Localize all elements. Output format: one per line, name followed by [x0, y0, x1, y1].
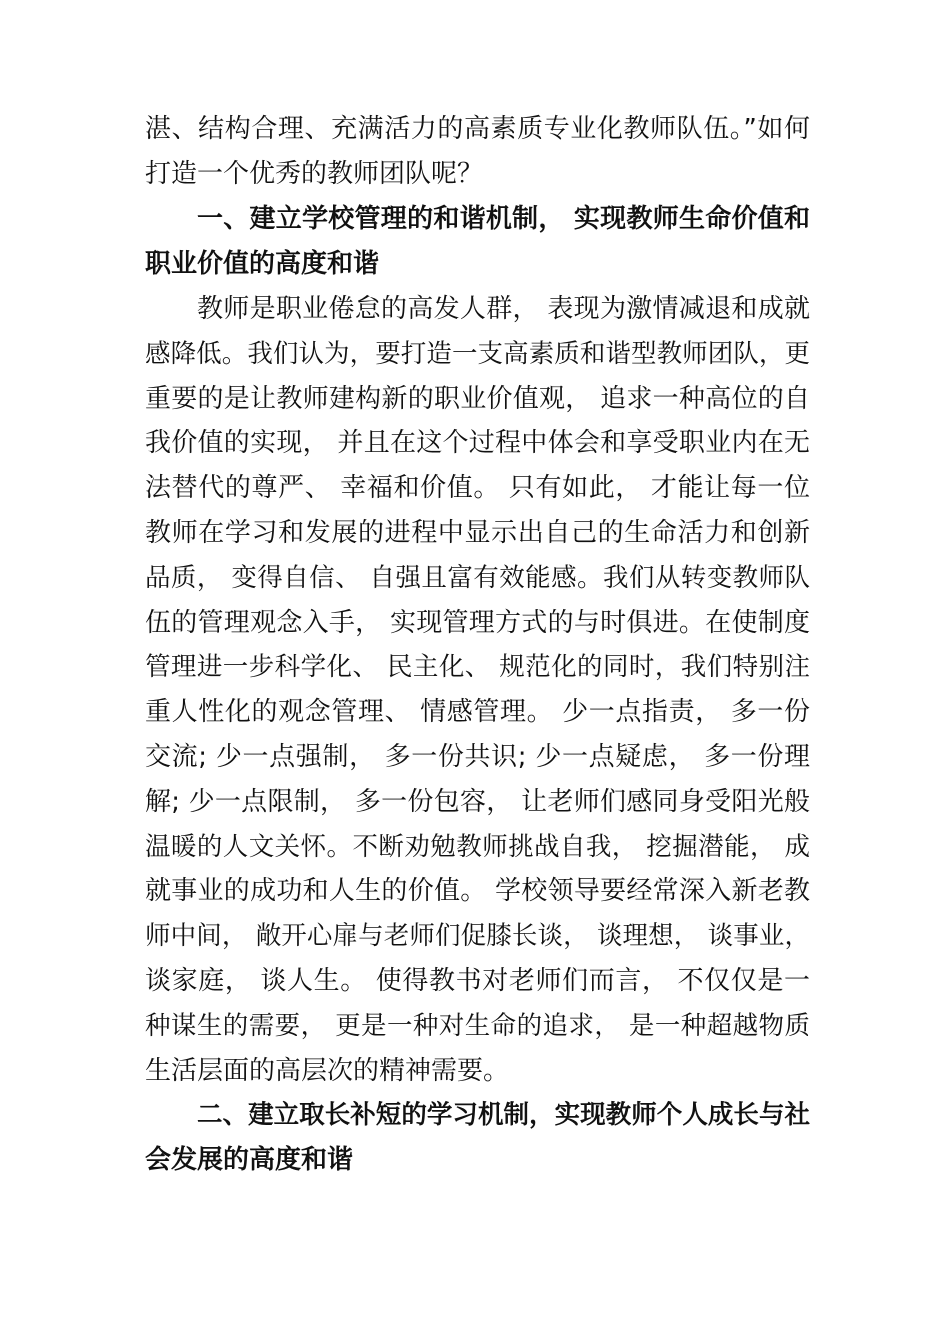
text-line: 管理进一步科学化、 民主化、 规范化的同时，我们特别注: [145, 652, 810, 683]
heading-line: 职业价值的高度和谐: [145, 248, 380, 279]
heading-line: 二、建立取长补短的学习机制，实现教师个人成长与社: [197, 1100, 810, 1130]
text-line: 种谋生的需要， 更是一种对生命的追求， 是一种超越物质: [145, 1010, 810, 1041]
text-line: 感降低。我们认为，要打造一支高素质和谐型教师团队，更: [145, 338, 810, 369]
text-line: 师中间， 敞开心扉与老师们促膝长谈， 谈理想， 谈事业，: [145, 921, 810, 952]
text-line: 伍的管理观念入手， 实现管理方式的与时俱进。在使制度: [145, 607, 810, 638]
text-line: 教师在学习和发展的进程中显示出自己的生命活力和创新: [145, 517, 810, 548]
text-line: 生活层面的高层次的精神需要。: [145, 1055, 510, 1086]
intro-paragraph: [145, 107, 810, 197]
text-line: 重要的是让教师建构新的职业价值观， 追求一种高位的自: [145, 383, 810, 414]
section-heading-2: [145, 1093, 810, 1183]
body-paragraph: [145, 287, 810, 1093]
heading-line: 一、建立学校管理的和谐机制， 实现教师生命价值和: [197, 204, 810, 234]
text-line: 就事业的成功和人生的价值。 学校领导要经常深入新老教: [145, 876, 810, 907]
text-line: 法替代的尊严、 幸福和价值。 只有如此， 才能让每一位: [145, 473, 810, 504]
text-line: 解; 少一点限制， 多一份包容， 让老师们感同身受阳光般: [145, 786, 810, 817]
section-heading-1: [145, 197, 810, 287]
text-line: 品质， 变得自信、 自强且富有效能感。我们从转变教师队: [145, 562, 810, 593]
text-line: 交流; 少一点强制， 多一份共识; 少一点疑虑， 多一份理: [145, 741, 810, 772]
text-line: 谈家庭， 谈人生。 使得教书对老师们而言， 不仅仅是一: [145, 965, 810, 996]
text-line: 温暖的人文关怀。不断劝勉教师挑战自我， 挖掘潜能， 成: [145, 831, 810, 862]
heading-line: 会发展的高度和谐: [145, 1144, 354, 1175]
text-line: 打造一个优秀的教师团队呢？: [145, 158, 484, 189]
text-line: 湛、结构合理、充满活力的高素质专业化教师队伍。”如何: [145, 114, 810, 144]
text-line: 我价值的实现， 并且在这个过程中体会和享受职业内在无: [145, 428, 810, 459]
text-line: 教师是职业倦怠的高发人群， 表现为激情减退和成就: [197, 294, 810, 324]
text-line: 重人性化的观念管理、 情感管理。 少一点指责， 多一份: [145, 697, 810, 728]
